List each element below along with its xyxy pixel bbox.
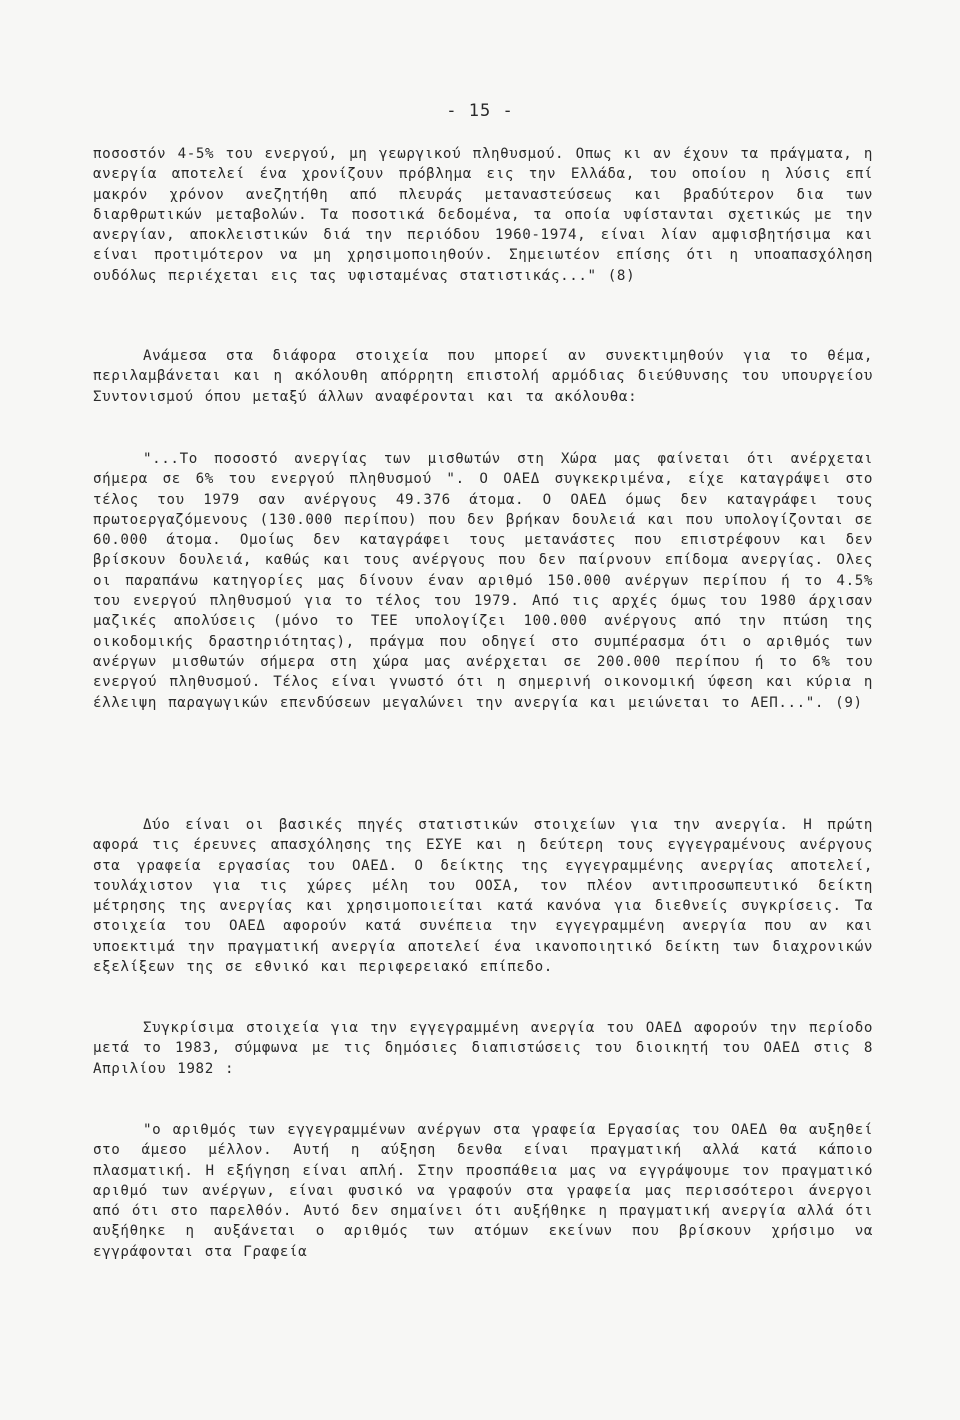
paragraph-director-quote: "ο αριθμός των εγγεγραμμένων ανέργων στα γραφεία Εργασίας του ΟΑΕΔ θα αυξηθεί στο άμεσο μέλλον. Αυτή η αύξηση δενθα είναι πραγματική αλλά κατά κάποιο πλασματική. Η εξήγηση είναι απλή. Στην προσπάθεια μας να εγγράψουμε τον πραγματικό αριθμό των ανέργων, είναι φυσικό να γραφούν στα γραφεία μας περισσότεροι άνεργοι από ότι στο παρελθόν. Αυτό δεν σημαίνει ότι αυξήθηκε η πραγματική ανεργία αλλά ότι αυξήθηκε η αυξάνεται ο αριθμός των ατόμων εκείνων που βρίσκουν χρήσιμο να εγγράφονται στα Γραφεία xyxy=(93,1122,873,1260)
paragraph-letter-quote: "...Το ποσοστό ανεργίας των μισθωτών στη Χώρα μας φαίνεται ότι ανέρχεται σήμερα σε 6% του ενεργού πληθυσμού ". Ο ΟΑΕΔ συγκεκριμένα, είχε καταγράψει στο τέλος του 1979 σαν ανέργους 49.376 άτομα. Ο ΟΑΕΔ όμως δεν καταγράφει τους πρωτοεργαζόμενους (130.000 περίπου) που δεν βρήκαν δουλειά και που υπολογίζονται σε 60.000 άτομα. Ομοίως δεν καταγράφει τους μετανάστες που επιστρέφουν και δεν βρίσκουν δουλειά, καθώς και τους ανέργους που δεν παίρνουν επίδομα ανεργίας. Ολες οι παραπάνω κατηγορίες μας δίνουν έναν αριθμό 150.000 ανέργων περίπου ή το 4.5% του ενεργού πληθυσμού για το τέλος του 1979. Από τις αρχές όμως του 1980 άρχισαν μαζικές απολύσεις (μόνο το ΤΕΕ υπολογίζει 100.000 ανέργους από την πτώση της οικοδομικής δραστηριότητας), πράγμα που οδηγεί στο συμπέρασμα ότι ο αριθμός των ανέργων μισθωτών σήμερα στη χώρα μας ανέρχεται σε 200.000 περίπου ή το 6% του ενεργού πληθυσμού. Τέλος είναι γνωστό ότι η σημερινή οικονομική ύφεση και κύρια η έλλειψη παραγωγικών επενδύσεων μεγαλώνει την ανεργία και μειώνεται το ΑΕΠ...". (9) xyxy=(93,451,873,711)
paragraph-confidential-letter-intro: Ανάμεσα στα διάφορα στοιχεία που μπορεί αν συνεκτιμηθούν για το θέμα, περιλαμβάνεται και η ακόλουθη απόρρητη επιστολή αρμόδιας διεύθυνσης του υπουργείου Συντονισμού όπου μεταξύ άλλων αναφέρονται και τα ακόλουθα: xyxy=(93,348,873,405)
paragraph-comparable-data: Συγκρίσιμα στοιχεία για την εγγεγραμμένη ανεργία του ΟΑΕΔ αφορούν την περίοδο μετά το 1983, σύμφωνα με τις δημόσιες διαπιστώσεις του διοικητή του ΟΑΕΔ στις 8 Απριλίου 1982 : xyxy=(93,1020,873,1077)
paragraph-statistics-sources: Δύο είναι οι βασικές πηγές στατιστικών στοιχείων για την ανεργία. Η πρώτη αφορά τις έρευνες απασχόλησης της ΕΣΥΕ και η δεύτερη τους εγγεγραμένους ανέργους στα γραφεία εργασίας του ΟΑΕΔ. Ο δείκτης της εγγεγραμμένης ανεργίας αποτελεί, τουλάχιστον για τις χώρες μέλη του ΟΟΣΑ, τον πλέον αντιπροσωπευτικό δείκτη μέτρησης της ανεργίας και χρησιμοποιείται κατά κανόνα για διεθνείς συγκρίσεις. Τα στοιχεία του ΟΑΕΔ αφορούν κατά συνέπεια την εγγεγραμμένη ανεργία που αν και υποεκτιμά την πραγματική ανεργία αποτελεί ένα ικανοποιητικό δείκτη των διαχρονικών εξελίξεων της σε εθνικό και περιφερειακό επίπεδο. xyxy=(93,817,873,976)
paragraph-unemployment-context: ποσοστόν 4-5% του ενεργού, μη γεωργικού πληθυσμού. Οπως κι αν έχουν τα πράγματα, η ανεργία αποτελεί ένα χρονίζουν πρόβλημα εις την Ελλάδα, του οποίου η λύσις επί μακρόν χρόνον ανεζητήθη από πλευράς μεταναστεύσεως και βραδύτερον δια των διαρθρωτικών μεταβολών. Τα ποσοτικά δεδομένα, τα οποία υφίστανται σχετικώς με την ανεργίαν, αποκλειστικών διά την περιόδου 1960-1974, είναι λίαν αμφισβητήσιμα και είναι προτιμότερον να μη χρησιμοποιηθούν. Σημειωτέον επίσης ότι η υποαπασχόληση ουδόλως περιέχεται εις τας υφισταμένας στατιστικάς..." (8) xyxy=(93,146,873,284)
page-number: - 15 - xyxy=(446,101,514,121)
